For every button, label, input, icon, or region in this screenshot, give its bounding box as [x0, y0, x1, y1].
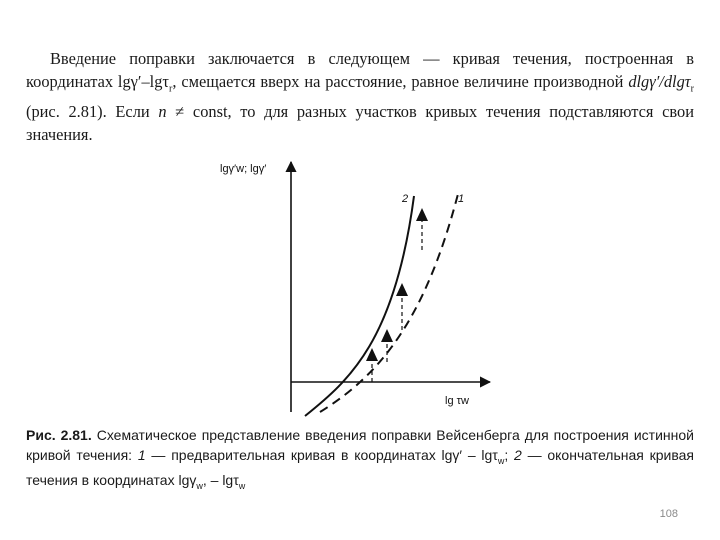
subscript: w — [497, 455, 505, 466]
x-axis-label: lg τw — [445, 395, 469, 407]
subscript: w — [196, 480, 203, 491]
caption-text: ; — [504, 446, 514, 463]
caption-text: Схематическое представление введения поправки Вейсенберга для построения истинной кривой течения: — [26, 427, 694, 463]
paragraph-text: , смещается вверх на расстояние, равное величине производной — [172, 72, 629, 91]
body-paragraph — [26, 47, 694, 146]
subscript: r — [169, 83, 173, 95]
paragraph-text: ≠ const, то для разных участков кривых течения подставляются свои значения. — [26, 102, 695, 145]
flow-curve-figure — [200, 150, 510, 420]
variable-n: n — [158, 102, 167, 122]
derivative-expression: dlgγ′/dlgτ — [628, 72, 691, 91]
caption-title: Рис. 2.81. — [26, 427, 92, 443]
page-number: 108 — [659, 508, 678, 520]
caption-text: — предварительная кривая в координатах lgγ′ – lgτ — [145, 446, 498, 463]
figure-svg — [200, 150, 510, 420]
paragraph-text: (рис. 2.81). Если — [26, 102, 159, 122]
curve-2-label: 2 — [402, 193, 409, 205]
y-axis-label: lgγ′w; lgγ′ — [220, 163, 267, 175]
subscript: r — [690, 83, 695, 95]
shift-arrow-icon — [416, 208, 428, 221]
paragraph-text: Введение поправки заключается в следующем — кривая течения, построенная в координатах lgγ′–lgτ — [26, 49, 694, 91]
caption-text: , – lgτ — [202, 471, 239, 488]
caption-item-number: 2 — [514, 446, 522, 463]
caption-text: — окончательная кривая течения в координатах lgγ — [26, 446, 695, 488]
curve-1-label: 1 — [458, 193, 465, 205]
figure-caption — [26, 426, 694, 496]
shift-arrow-icon — [396, 283, 408, 296]
subscript: w — [238, 480, 246, 491]
shift-arrow-icon — [381, 329, 393, 342]
caption-item-number: 1 — [137, 446, 146, 463]
